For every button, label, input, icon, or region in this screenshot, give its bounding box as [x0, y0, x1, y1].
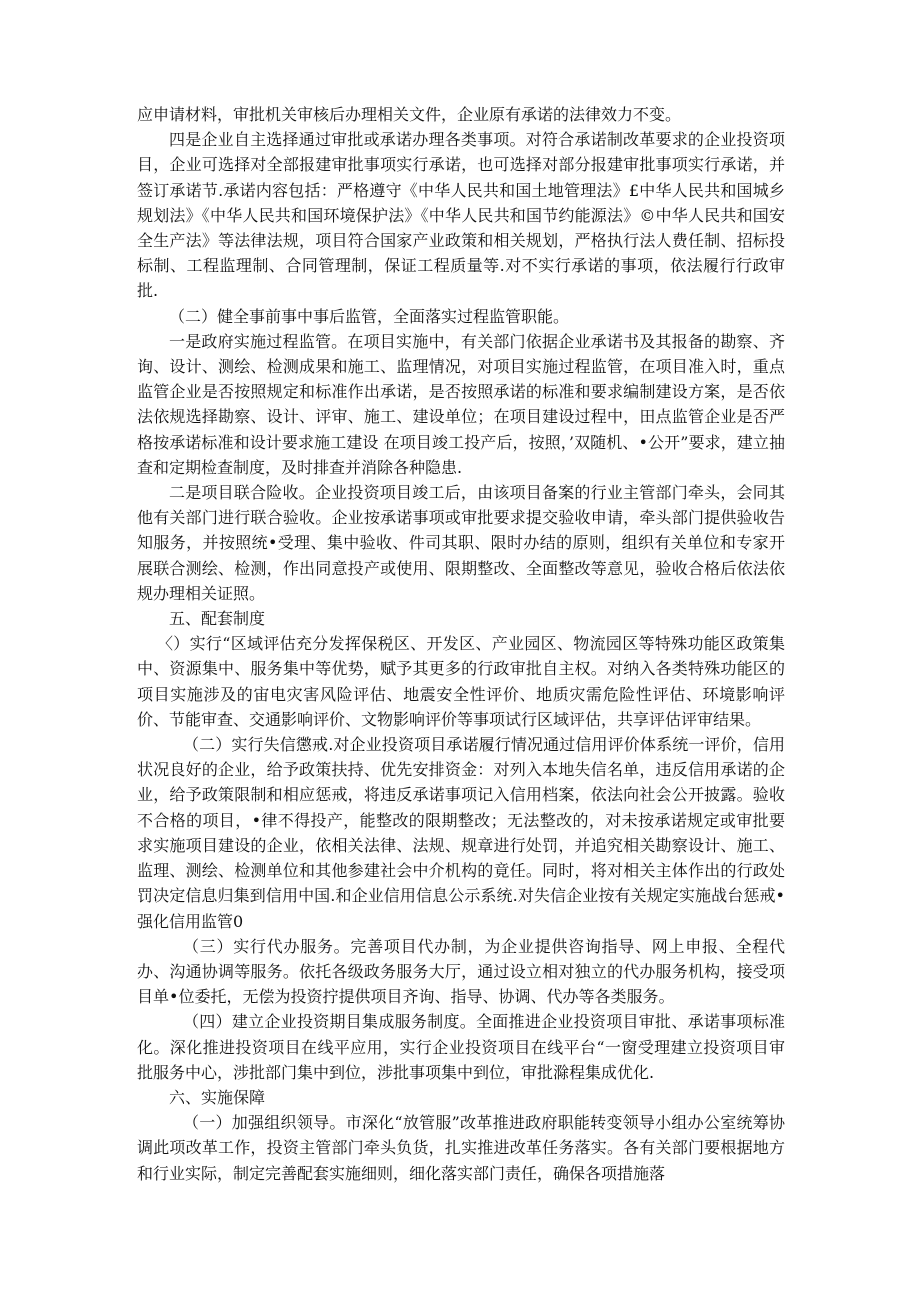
- paragraph-integrated-service: （四）建立企业投资期目集成服务制度。全面推进企业投资项目审批、承诺事项标准化。深化推进投资项目在线平应用，实行企业投资项目在线平台“一窗受理建立投资项目审批服务中心，涉批部门集中到位，涉批事项集中到位，审批滁程集成优化.: [137, 1012, 785, 1082]
- section-heading-implementation: 六、实施保障: [169, 1087, 266, 1107]
- document-page: [137, 102, 785, 1186]
- section-heading-supervision: （二）健全事前事中事后监管，全面落实过程监管职能。: [169, 306, 570, 326]
- paragraph-organization-leadership: （一）加强组织领导。市深化“放管服”改革推进政府职能转变领导小组办公室统筹协调此项改革工作，投资主管部门牵头负货，扎实推进改革任务落实。各有关部门要根据地方和行业实际，制定完善配套实施细则，细化落实部门责任，确保各项措施落: [137, 1113, 785, 1183]
- paragraph-regional-assessment: 〈）实行“区域评估充分发挥保税区、开发区、产业园区、物流园区等特殊功能区政策集中、资源集中、服务集中等优势，赋予其更多的行政审批自主权。对纳入各类特殊功能区的项目实施涉及的宙电灾害风险评估、地震安全性评价、地质灾需危险性评估、环境影响评价、节能审查、交通影响评价、文物影响评价等事项试行区域评估，共享评估评审结果。: [137, 634, 785, 729]
- paragraph-agency-service: （三）实行代办服务。完善项目代办制，为企业提供咨询指导、网上申报、全程代办、沟通协调等服务。依托各级政务服务大厅，通过设立相对独立的代办服务机构，接受项目单•位委托，无偿为投资拧提供项目齐询、指导、协调、代办等各类服务。: [137, 936, 785, 1007]
- paragraph-commitment-choice: 四是企业自主选择通过审批或承诺办理各类事项。对符合承诺制改革要求的企业投资项目，企业可选择对全部报建审批事项实行承诺，也可选择对部分报建审批事项实行承诺，并签订承诺节.承诺内容包括：严格遵守《中华人民共和国土地管理法》£中华人民共和国城乡规划法》《中华人民共和国环境保护法》《中华人民共和国节约能源法》©中华人民共和国安全生产法》等法律法规，项目符合国家产业政策和相关规划，严格执行法人费任制、招标投标制、工程监理制、合同管理制，保证工程质量等.对不实行承诺的事项，依法履行行政审批.: [137, 130, 785, 301]
- section-heading-supporting-systems: 五、配套制度: [169, 609, 266, 629]
- paragraph-process-supervision: 一是政府实施过程监管。在项目实施中，有关部门依据企业承诺书及其报备的勘察、齐询、设计、测绘、检测成果和施工、监理情况，对项目实施过程监管，在项目准入时，重点监管企业是否按照规定和标准作出承诺，是否按照承诺的标准和要求编制建设方案，是否依法依规选择勘察、设计、评审、施工、建设单位；在项目建设过程中，田点监管企业是否严格按承诺标准和设计要求施工建设 在项目竣工投产后，按照，’双随机、•公开”要求，建立抽查和定期检查制度，及时排查并消除各种隐患.: [137, 331, 785, 477]
- paragraph-joint-acceptance: 二是项目联合险收。企业投资项目竣工后，由该项目备案的行业主管部门牵头，会同其他有关部门进行联合验收。企业按承诺事项或审批要求提交验收申请，牵头部门提供验收告知服务，并按照统•受理、集中验收、件司其职、限时办结的原则，组织有关单位和专家开展联合测绘、检测，作出同意投产或使用、限期整改、全面整改等意见，验收合格后依法依规办理相关证照。: [137, 483, 785, 603]
- paragraph-continuation: 应申请材料，审批机关审核后办理相关文件，企业原有承诺的法律效力不变。: [137, 105, 682, 124]
- paragraph-credit-discipline: （二）实行失信懲戒.对企业投资项目承诺履行情况通过信用评价体系统一评价，信用状况良好的企业，给予政策扶持、优先安排资金：对列入本地失信名单，违反信用承诺的企业，给予政策限制和相应惩戒，将违反承诺事项记入信用档案，依法向社会公开披露。验收不合格的项目，•律不得投产，能整改的限期整改；无法整改的，对未按承诺规定或审批要求实施项目建设的企业，依相关法律、法规、规章进行处罚，并追究相关勘察设计、施工、监理、测绘、检测单位和其他参建社会中介机构的竟任。同时，将对相关主体作出的行政处罚决定信息归集到信用中国.和企业信用信息公示系统.对失信企业按有关规定实施战台惩戒•强化信用监管0: [137, 735, 785, 931]
